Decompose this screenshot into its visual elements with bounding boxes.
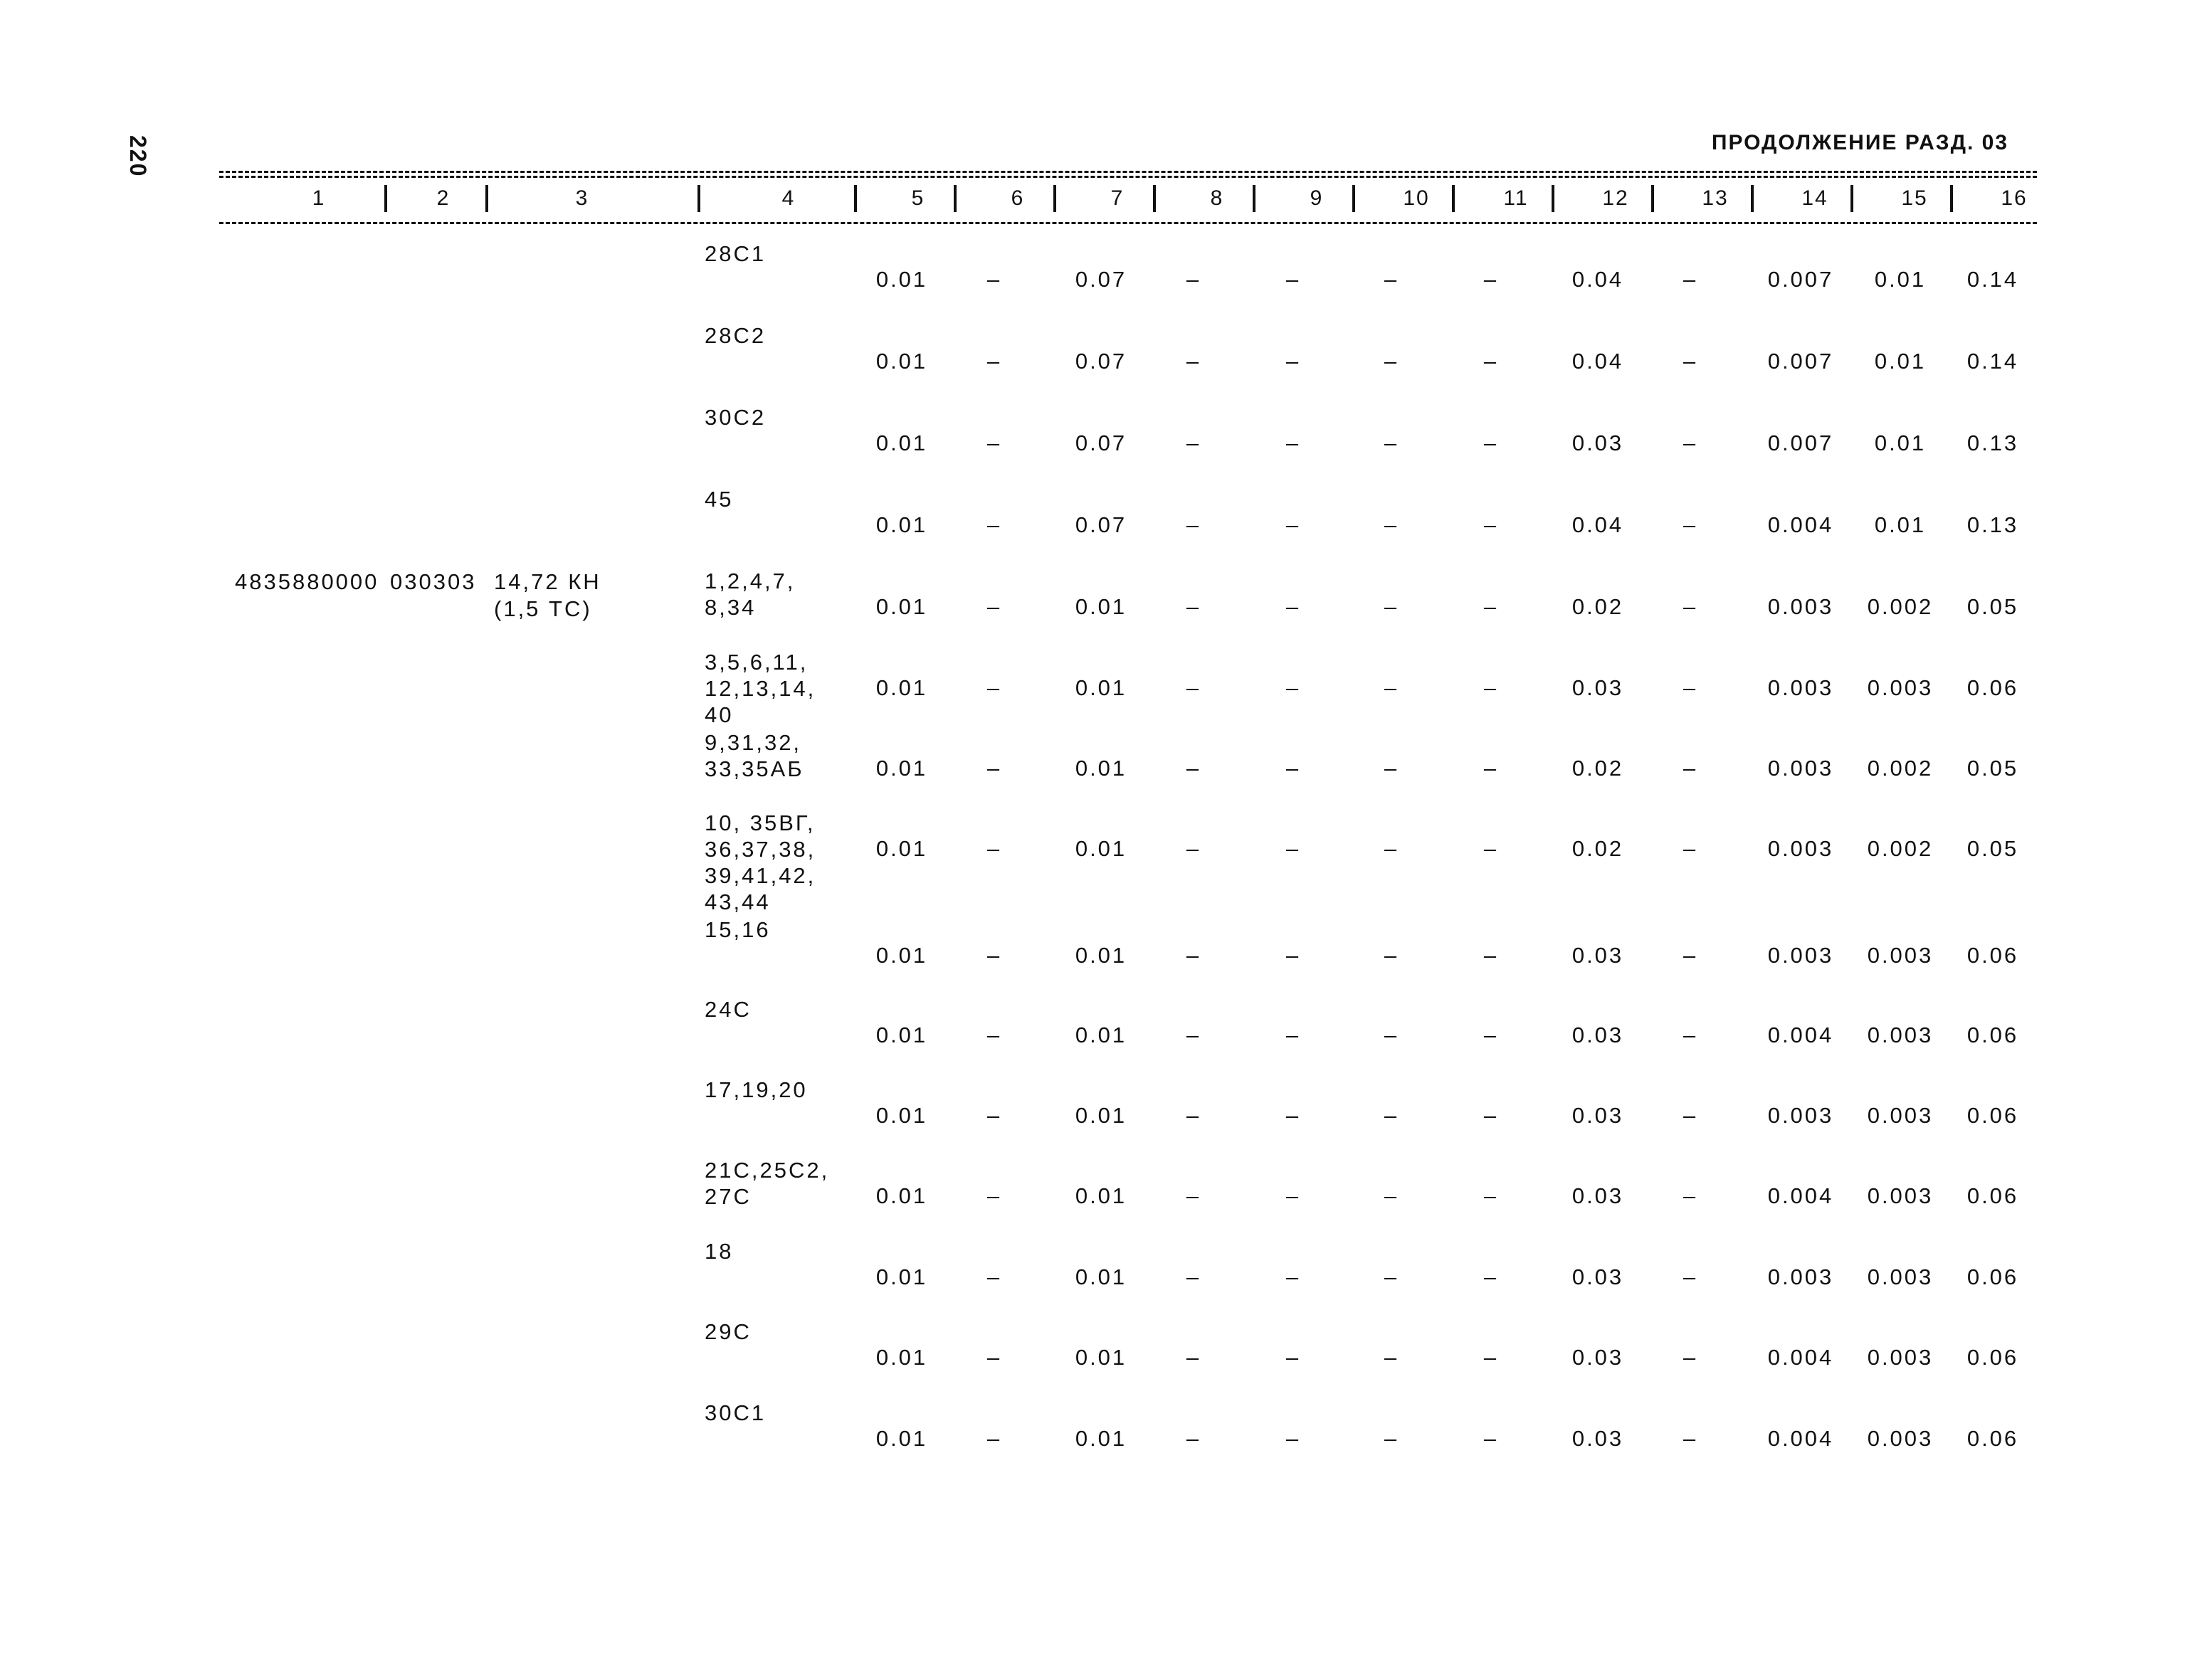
value-cell-col-16: 0.06 [1966, 1426, 2019, 1451]
value-cell-col-13: – [1683, 267, 1698, 292]
value-cell-col-9: – [1285, 1103, 1301, 1128]
value-cell-col-12: 0.04 [1571, 349, 1624, 374]
value-cell-col-11: – [1483, 1264, 1499, 1289]
value-cell-col-5: 0.01 [875, 675, 928, 700]
value-cell-col-5: 0.01 [875, 349, 928, 374]
value-cell-col-9: – [1285, 1426, 1301, 1451]
value-cell-col-12: 0.02 [1571, 836, 1624, 861]
value-cell-col-15: 0.003 [1867, 1426, 1934, 1451]
value-cell-col-10: – [1384, 1345, 1399, 1370]
value-cell-col-5: 0.01 [875, 512, 928, 537]
value-cell-col-10: – [1384, 1426, 1399, 1451]
value-cell-col-6: – [986, 1426, 1002, 1451]
mark-cell [705, 916, 771, 943]
value-cell-col-13: – [1683, 512, 1698, 537]
value-cell-col-9: – [1285, 756, 1301, 781]
mark-line: 30С1 [705, 1400, 767, 1425]
value-cell-col-9: – [1285, 943, 1301, 968]
value-cell-col-11: – [1483, 1103, 1499, 1128]
value-cell-col-15: 0.002 [1867, 756, 1934, 781]
value-cell-col-14: 0.007 [1767, 430, 1834, 455]
value-cell-col-13: – [1683, 836, 1698, 861]
mark-line: 17,19,20 [705, 1077, 808, 1102]
column-header-12: 12 [1602, 186, 1629, 210]
page-number: 220 [125, 135, 151, 178]
column-header-5: 5 [911, 186, 925, 210]
value-cell-col-10: – [1384, 267, 1399, 292]
mark-line: 28С2 [705, 323, 767, 348]
mark-cell [705, 1157, 829, 1210]
mark-line: 27С [705, 1184, 752, 1209]
value-cell-col-6: – [986, 836, 1002, 861]
mark-cell [705, 568, 795, 620]
value-cell-col-15: 0.01 [1874, 512, 1927, 537]
mark-cell [705, 404, 766, 430]
mark-cell [705, 486, 733, 512]
value-cell-col-12: 0.03 [1571, 1183, 1624, 1208]
value-cell-col-13: – [1683, 430, 1698, 455]
value-cell-col-5: 0.01 [875, 267, 928, 292]
value-cell-col-16: 0.06 [1966, 1023, 2019, 1047]
value-cell-col-9: – [1285, 1183, 1301, 1208]
value-cell-col-12: 0.03 [1571, 943, 1624, 968]
mark-cell [705, 649, 816, 728]
value-cell-col-12: 0.04 [1571, 267, 1624, 292]
mark-line: 43,44 [705, 889, 771, 914]
value-cell-col-9: – [1285, 512, 1301, 537]
mark-cell [705, 322, 766, 349]
value-cell-col-6: – [986, 430, 1002, 455]
value-cell-col-14: 0.004 [1767, 1426, 1834, 1451]
value-cell-col-5: 0.01 [875, 1345, 928, 1370]
mark-line: 9,31,32, [705, 730, 802, 755]
value-cell-col-14: 0.004 [1767, 1345, 1834, 1370]
value-cell-col-7: 0.01 [1075, 1426, 1127, 1451]
value-cell-col-7: 0.01 [1075, 943, 1127, 968]
mark-cell [705, 1077, 808, 1103]
mark-line: 45 [705, 487, 734, 512]
column-header-8: 8 [1210, 186, 1224, 210]
value-cell-col-13: – [1683, 1426, 1698, 1451]
value-cell-col-9: – [1285, 836, 1301, 861]
value-cell-col-5: 0.01 [875, 1426, 928, 1451]
value-cell-col-8: – [1186, 512, 1201, 537]
value-cell-col-8: – [1186, 267, 1201, 292]
mark-line: 1,2,4,7, [705, 569, 796, 593]
value-cell-col-5: 0.01 [875, 943, 928, 968]
mark-cell [705, 996, 752, 1023]
mark-line: 24С [705, 997, 752, 1022]
value-cell-col-16: 0.06 [1966, 1264, 2019, 1289]
load-value-alt: (1,5 ТС) [494, 596, 592, 621]
mark-line: 8,34 [705, 595, 757, 620]
value-cell-col-7: 0.01 [1075, 1183, 1127, 1208]
value-cell-col-11: – [1483, 594, 1499, 619]
value-cell-col-9: – [1285, 267, 1301, 292]
value-cell-col-9: – [1285, 675, 1301, 700]
value-cell-col-8: – [1186, 1426, 1201, 1451]
value-cell-col-5: 0.01 [875, 1103, 928, 1128]
value-cell-col-5: 0.01 [875, 1023, 928, 1047]
mark-line: 39,41,42, [705, 863, 816, 888]
mark-line: 12,13,14, [705, 676, 816, 701]
value-cell-col-12: 0.03 [1571, 1426, 1624, 1451]
value-cell-col-10: – [1384, 1023, 1399, 1047]
value-cell-col-7: 0.07 [1075, 267, 1127, 292]
value-cell-col-14: 0.003 [1767, 943, 1834, 968]
value-cell-col-15: 0.003 [1867, 1103, 1934, 1128]
value-cell-col-7: 0.07 [1075, 430, 1127, 455]
value-cell-col-14: 0.003 [1767, 756, 1834, 781]
value-cell-col-5: 0.01 [875, 430, 928, 455]
value-cell-col-8: – [1186, 1023, 1201, 1047]
value-cell-col-7: 0.07 [1075, 349, 1127, 374]
value-cell-col-8: – [1186, 1264, 1201, 1289]
mark-cell [705, 241, 766, 267]
value-cell-col-11: – [1483, 1183, 1499, 1208]
value-cell-col-6: – [986, 943, 1002, 968]
value-cell-col-14: 0.007 [1767, 267, 1834, 292]
mark-line: 10, 35ВГ, [705, 810, 816, 835]
value-cell-col-8: – [1186, 349, 1201, 374]
product-code: 4835880000 [235, 569, 379, 594]
mark-line: 36,37,38, [705, 837, 816, 862]
value-cell-col-14: 0.007 [1767, 349, 1834, 374]
value-cell-col-13: – [1683, 594, 1698, 619]
value-cell-col-15: 0.003 [1867, 675, 1934, 700]
mark-line: 29С [705, 1319, 752, 1344]
value-cell-col-14: 0.003 [1767, 836, 1834, 861]
value-cell-col-15: 0.003 [1867, 1183, 1934, 1208]
value-cell-col-13: – [1683, 1103, 1698, 1128]
value-cell-col-8: – [1186, 943, 1201, 968]
value-cell-col-8: – [1186, 594, 1201, 619]
value-cell-col-9: – [1285, 1345, 1301, 1370]
mark-line: 21С,25С2, [705, 1158, 830, 1183]
value-cell-col-13: – [1683, 1023, 1698, 1047]
value-cell-col-14: 0.003 [1767, 1264, 1834, 1289]
value-cell-col-8: – [1186, 836, 1201, 861]
value-cell-col-15: 0.01 [1874, 349, 1927, 374]
value-cell-col-11: – [1483, 675, 1499, 700]
value-cell-col-10: – [1384, 1103, 1399, 1128]
value-cell-col-10: – [1384, 594, 1399, 619]
value-cell-col-8: – [1186, 675, 1201, 700]
value-cell-col-16: 0.06 [1966, 1103, 2019, 1128]
column-header-7: 7 [1110, 186, 1125, 210]
column-header-11: 11 [1503, 186, 1529, 210]
value-cell-col-16: 0.14 [1966, 267, 2019, 292]
value-cell-col-6: – [986, 756, 1002, 781]
mark-line: 3,5,6,11, [705, 650, 809, 675]
value-cell-col-12: 0.03 [1571, 1264, 1624, 1289]
value-cell-col-5: 0.01 [875, 1183, 928, 1208]
value-cell-col-12: 0.02 [1571, 756, 1624, 781]
column-header-3: 3 [575, 186, 589, 210]
value-cell-col-10: – [1384, 349, 1399, 374]
value-cell-col-5: 0.01 [875, 594, 928, 619]
value-cell-col-12: 0.03 [1571, 1103, 1624, 1128]
value-cell-col-10: – [1384, 836, 1399, 861]
value-cell-col-8: – [1186, 756, 1201, 781]
value-cell-col-10: – [1384, 675, 1399, 700]
value-cell-col-16: 0.13 [1966, 512, 2019, 537]
value-cell-col-10: – [1384, 430, 1399, 455]
value-cell-col-6: – [986, 1183, 1002, 1208]
value-cell-col-13: – [1683, 943, 1698, 968]
mark-cell [705, 1238, 733, 1264]
column-header-16: 16 [2001, 186, 2028, 210]
value-cell-col-11: – [1483, 267, 1499, 292]
mark-line: 40 [705, 702, 734, 727]
value-cell-col-5: 0.01 [875, 756, 928, 781]
value-cell-col-10: – [1384, 512, 1399, 537]
value-cell-col-14: 0.004 [1767, 1183, 1834, 1208]
value-cell-col-14: 0.003 [1767, 1103, 1834, 1128]
mark-cell [705, 729, 804, 782]
value-cell-col-6: – [986, 1103, 1002, 1128]
value-cell-col-15: 0.003 [1867, 1023, 1934, 1047]
mark-cell [705, 1319, 752, 1345]
value-cell-col-7: 0.01 [1075, 675, 1127, 700]
value-cell-col-13: – [1683, 675, 1698, 700]
value-cell-col-6: – [986, 594, 1002, 619]
value-cell-col-7: 0.01 [1075, 1023, 1127, 1047]
value-cell-col-11: – [1483, 349, 1499, 374]
column-header-10: 10 [1403, 186, 1430, 210]
column-header-13: 13 [1702, 186, 1729, 210]
value-cell-col-13: – [1683, 1345, 1698, 1370]
column-header-15: 15 [1901, 186, 1928, 210]
value-cell-col-14: 0.003 [1767, 594, 1834, 619]
value-cell-col-15: 0.003 [1867, 943, 1934, 968]
value-cell-col-12: 0.04 [1571, 512, 1624, 537]
mark-line: 30С2 [705, 405, 767, 430]
column-header-6: 6 [1011, 186, 1025, 210]
value-cell-col-6: – [986, 1345, 1002, 1370]
value-cell-col-16: 0.05 [1966, 836, 2019, 861]
value-cell-col-6: – [986, 1264, 1002, 1289]
value-cell-col-16: 0.05 [1966, 756, 2019, 781]
mark-line: 28С1 [705, 241, 767, 266]
value-cell-col-7: 0.01 [1075, 594, 1127, 619]
mark-line: 33,35АБ [705, 756, 804, 781]
value-cell-col-15: 0.01 [1874, 267, 1927, 292]
value-cell-col-7: 0.01 [1075, 1264, 1127, 1289]
value-cell-col-5: 0.01 [875, 836, 928, 861]
column-header-2: 2 [436, 186, 451, 210]
value-cell-col-12: 0.03 [1571, 1345, 1624, 1370]
value-cell-col-8: – [1186, 1183, 1201, 1208]
mark-cell [705, 810, 816, 915]
value-cell-col-7: 0.01 [1075, 1345, 1127, 1370]
column-header-14: 14 [1801, 186, 1828, 210]
value-cell-col-12: 0.03 [1571, 675, 1624, 700]
value-cell-col-11: – [1483, 1345, 1499, 1370]
value-cell-col-8: – [1186, 430, 1201, 455]
value-cell-col-10: – [1384, 1183, 1399, 1208]
value-cell-col-16: 0.05 [1966, 594, 2019, 619]
value-cell-col-7: 0.01 [1075, 756, 1127, 781]
value-cell-col-14: 0.004 [1767, 512, 1834, 537]
value-cell-col-16: 0.14 [1966, 349, 2019, 374]
value-cell-col-5: 0.01 [875, 1264, 928, 1289]
value-cell-col-16: 0.06 [1966, 1183, 2019, 1208]
value-cell-col-9: – [1285, 1023, 1301, 1047]
column-header-9: 9 [1310, 186, 1324, 210]
load-value: 14,72 КН [494, 569, 601, 594]
value-cell-col-11: – [1483, 836, 1499, 861]
value-cell-col-11: – [1483, 943, 1499, 968]
value-cell-col-15: 0.002 [1867, 594, 1934, 619]
value-cell-col-8: – [1186, 1345, 1201, 1370]
value-cell-col-13: – [1683, 756, 1698, 781]
mark-cell [705, 1400, 766, 1426]
subgroup-code: 030303 [390, 569, 477, 594]
value-cell-col-7: 0.01 [1075, 836, 1127, 861]
value-cell-col-9: – [1285, 1264, 1301, 1289]
value-cell-col-6: – [986, 267, 1002, 292]
value-cell-col-14: 0.004 [1767, 1023, 1834, 1047]
value-cell-col-12: 0.03 [1571, 1023, 1624, 1047]
value-cell-col-12: 0.02 [1571, 594, 1624, 619]
value-cell-col-6: – [986, 512, 1002, 537]
value-cell-col-11: – [1483, 1426, 1499, 1451]
value-cell-col-6: – [986, 349, 1002, 374]
value-cell-col-7: 0.01 [1075, 1103, 1127, 1128]
value-cell-col-9: – [1285, 430, 1301, 455]
mark-line: 18 [705, 1239, 734, 1264]
value-cell-col-6: – [986, 675, 1002, 700]
value-cell-col-14: 0.003 [1767, 675, 1834, 700]
value-cell-col-13: – [1683, 1183, 1698, 1208]
value-cell-col-15: 0.01 [1874, 430, 1927, 455]
section-title: ПРОДОЛЖЕНИЕ РАЗД. 03 [1711, 131, 2008, 154]
value-cell-col-11: – [1483, 756, 1499, 781]
value-cell-col-13: – [1683, 349, 1698, 374]
value-cell-col-16: 0.13 [1966, 430, 2019, 455]
value-cell-col-16: 0.06 [1966, 1345, 2019, 1370]
value-cell-col-11: – [1483, 1023, 1499, 1047]
value-cell-col-7: 0.07 [1075, 512, 1127, 537]
value-cell-col-11: – [1483, 430, 1499, 455]
value-cell-col-11: – [1483, 512, 1499, 537]
value-cell-col-9: – [1285, 349, 1301, 374]
value-cell-col-8: – [1186, 1103, 1201, 1128]
value-cell-col-10: – [1384, 1264, 1399, 1289]
value-cell-col-13: – [1683, 1264, 1698, 1289]
value-cell-col-16: 0.06 [1966, 675, 2019, 700]
value-cell-col-10: – [1384, 943, 1399, 968]
value-cell-col-16: 0.06 [1966, 943, 2019, 968]
value-cell-col-10: – [1384, 756, 1399, 781]
value-cell-col-12: 0.03 [1571, 430, 1624, 455]
value-cell-col-15: 0.003 [1867, 1264, 1934, 1289]
value-cell-col-15: 0.002 [1867, 836, 1934, 861]
mark-line: 15,16 [705, 917, 771, 942]
value-cell-col-15: 0.003 [1867, 1345, 1934, 1370]
value-cell-col-6: – [986, 1023, 1002, 1047]
column-header-1: 1 [312, 186, 326, 210]
value-cell-col-9: – [1285, 594, 1301, 619]
column-header-4: 4 [781, 186, 796, 210]
